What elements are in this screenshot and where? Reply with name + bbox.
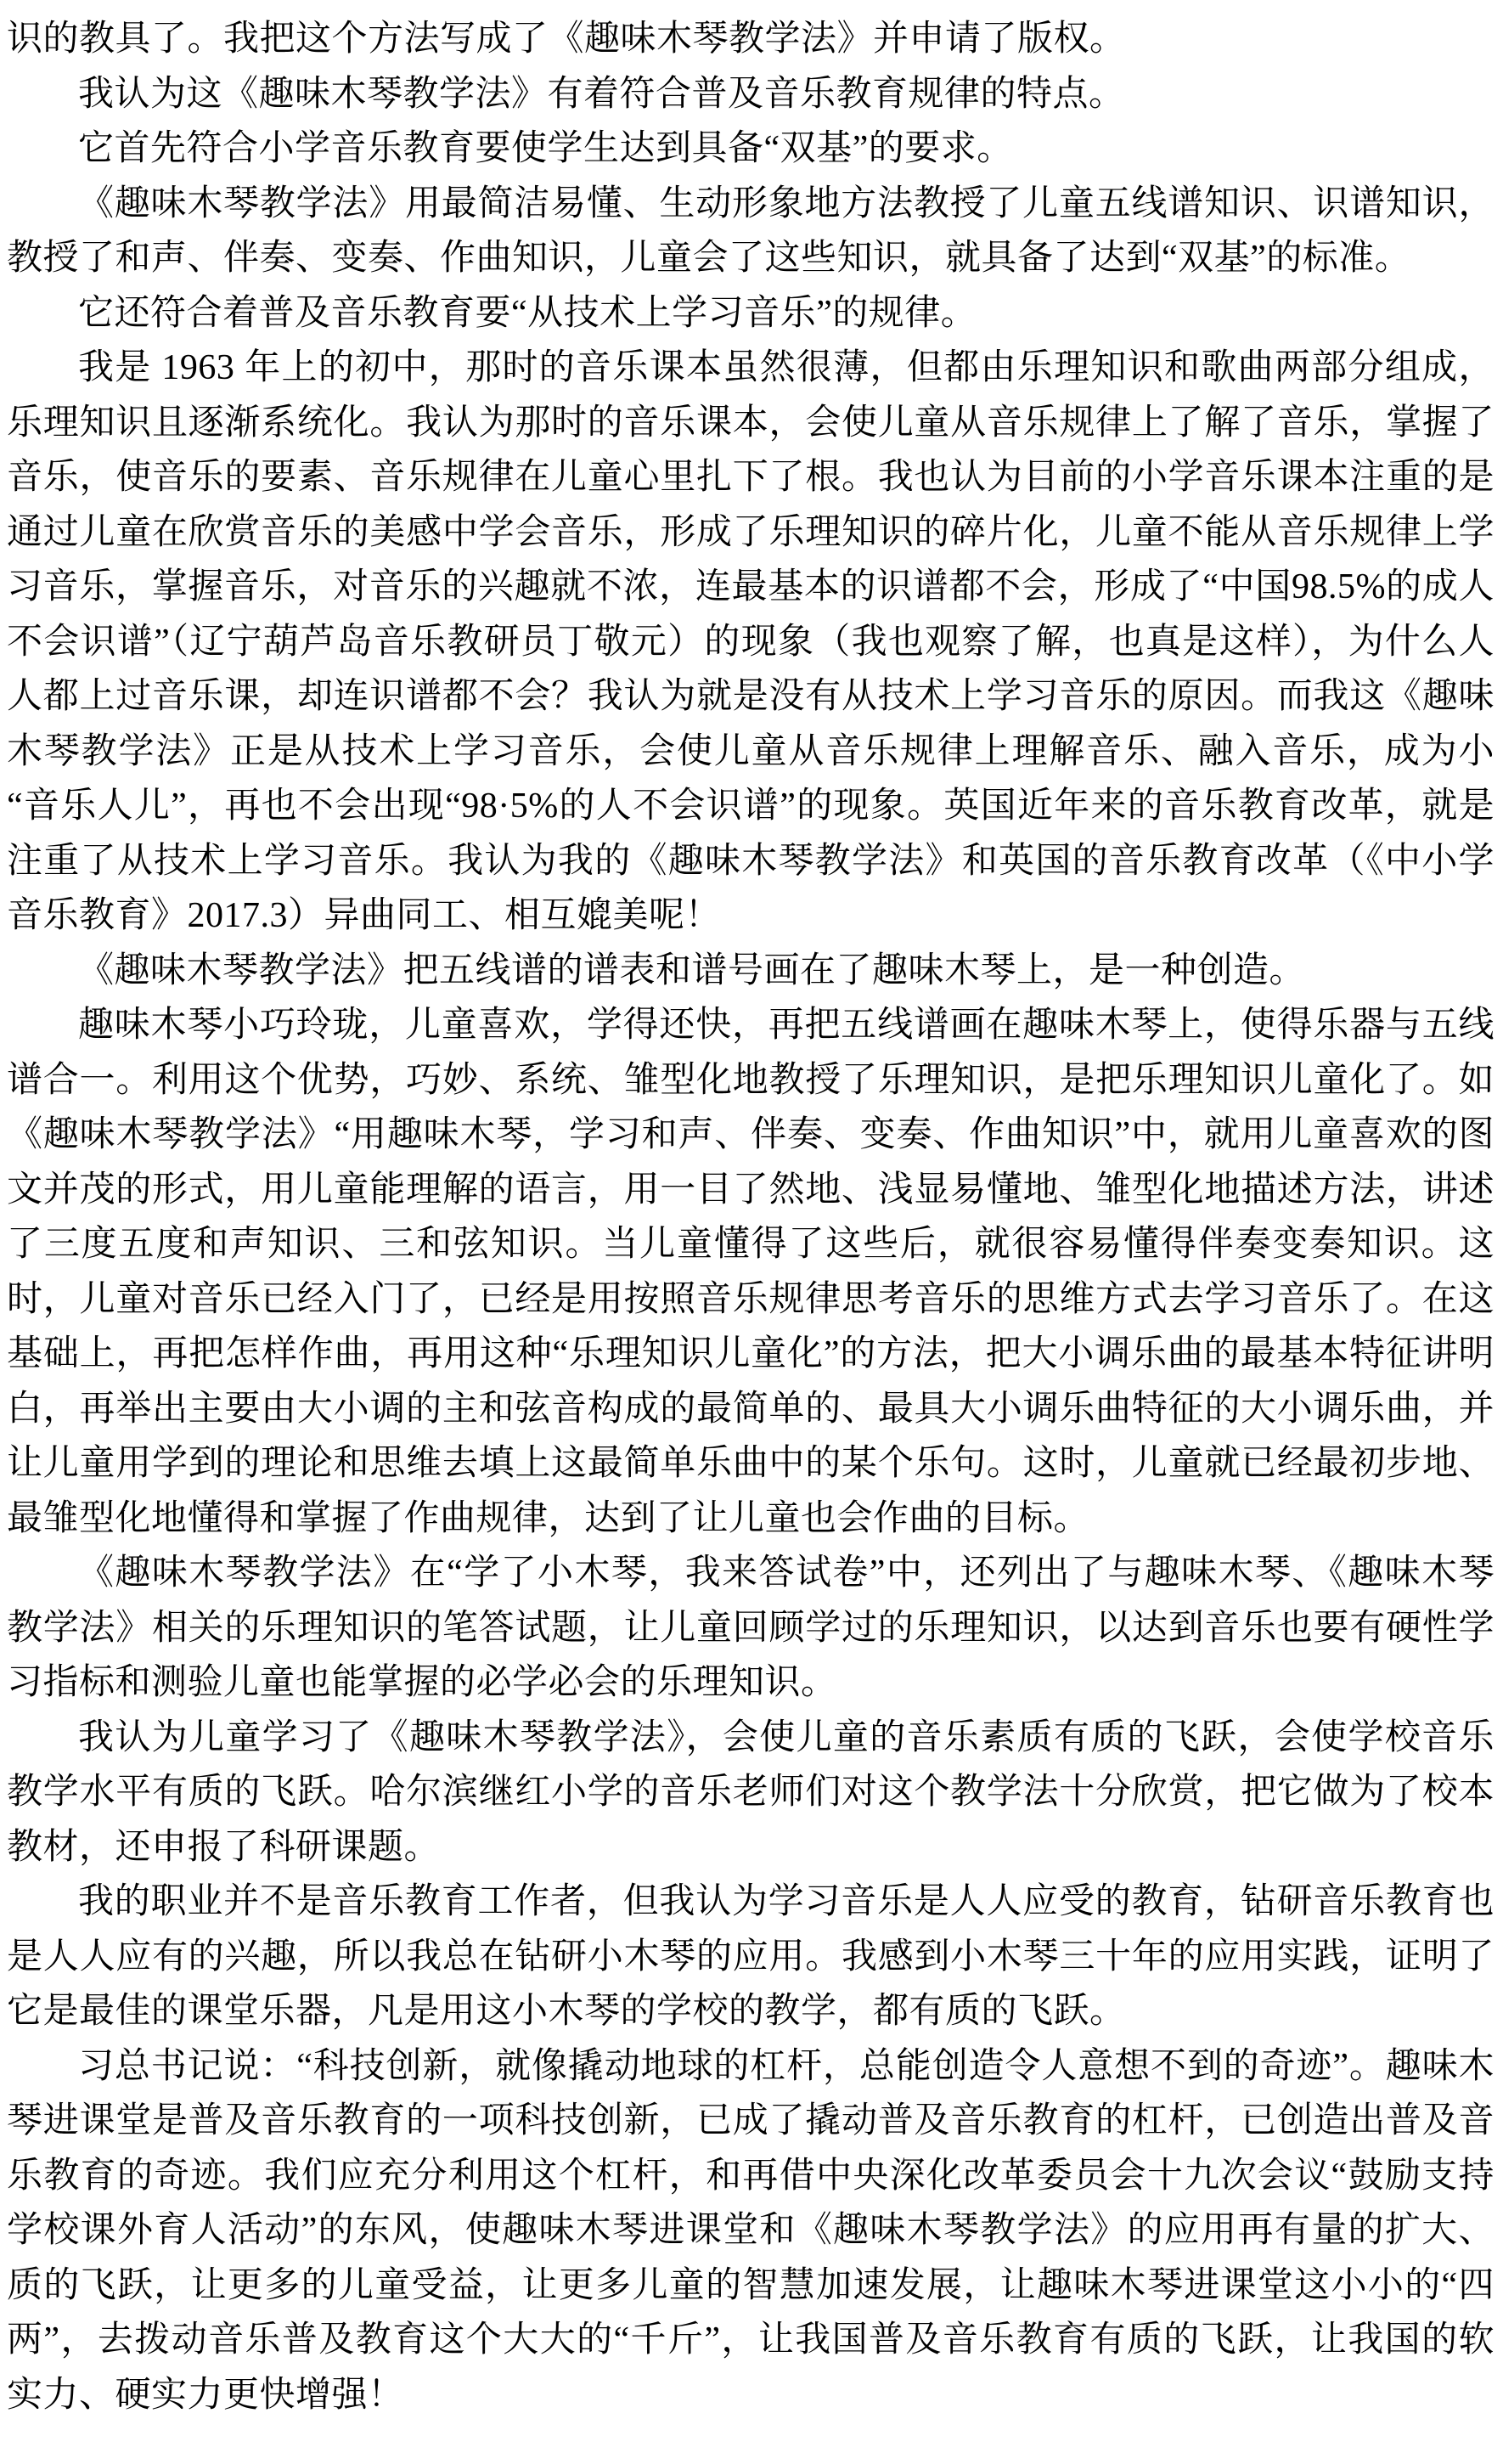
paragraph: 趣味木琴小巧玲珑，儿童喜欢，学得还快，再把五线谱画在趣味木琴上，使得乐器与五线谱合一。利用这个优势，巧妙、系统、雏型化地教授了乐理知识，是把乐理知识儿童化了。如《趣味木琴教学法》“用趣味木琴，学习和声、伴奏、变奏、作曲知识”中，就用儿童喜欢的图文并茂的形式，用儿童能理解的语言，用一目了然地、浅显易懂地、雏型化地描述方法，讲述了三度五度和声知识、三和弦知识。当儿童懂得了这些后，就很容易懂得伴奏变奏知识。这时，儿童对音乐已经入门了，已经是用按照音乐规律思考音乐的思维方式去学习音乐了。在这基础上，再把怎样作曲，再用这种“乐理知识儿童化”的方法，把大小调乐曲的最基本特征讲明白，再举出主要由大小调的主和弦音构成的最简单的、最具大小调乐曲特征的大小调乐曲，并让儿童用学到的理论和思维去填上这最简单乐曲中的某个乐句。这时，儿童就已经最初步地、最雏型化地懂得和掌握了作曲规律，达到了让儿童也会作曲的目标。 [7, 1006, 1495, 1538]
paragraph: 《趣味木琴教学法》用最简洁易懂、生动形象地方法教授了儿童五线谱知识、识谱知识，教授了和声、伴奏、变奏、作曲知识，儿童会了这些知识，就具备了达到“双基”的标准。 [7, 183, 1495, 278]
paragraph: 它还符合着普及音乐教育要“从技术上学习音乐”的规律。 [78, 293, 977, 333]
paragraph: 我认为儿童学习了《趣味木琴教学法》，会使儿童的音乐素质有质的飞跃，会使学校音乐教学水平有质的飞跃。哈尔滨继红小学的音乐老师们对这个教学法十分欣赏，把它做为了校本教材，还申报了科研课题。 [7, 1717, 1495, 1867]
paragraph: 《趣味木琴教学法》在“学了小木琴，我来答试卷”中，还列出了与趣味木琴、《趣味木琴教学法》相关的乐理知识的笔答试题，让儿童回顾学过的乐理知识，以达到音乐也要有硬性学习指标和测验儿童也能掌握的必学必会的乐理知识。 [7, 1553, 1495, 1702]
paragraph: 《趣味木琴教学法》把五线谱的谱表和谱号画在了趣味木琴上，是一种创造。 [78, 950, 1306, 990]
paragraph: 它首先符合小学音乐教育要使学生达到具备“双基”的要求。 [78, 129, 1013, 168]
paragraph: 习总书记说：“科技创新，就像撬动地球的杠杆，总能创造令人意想不到的奇迹”。趣味木琴进课堂是普及音乐教育的一项科技创新，已成了撬动普及音乐教育的杠杆，已创造出普及音乐教育的奇迹。我们应充分利用这个杠杆，和再借中央深化改革委员会十九次会议“鼓励支持学校课外育人活动”的东风，使趣味木琴进课堂和《趣味木琴教学法》的应用再有量的扩大、质的飞跃，让更多的儿童受益，让更多儿童的智慧加速发展，让趣味木琴进课堂这小小的“四两”，去拨动音乐普及教育这个大大的“千斤”，让我国普及音乐教育有质的飞跃，让我国的软实力、硬实力更快增强！ [7, 2046, 1495, 2415]
paragraph: 我的职业并不是音乐教育工作者，但我认为学习音乐是人人应受的教育，钻研音乐教育也是人人应有的兴趣，所以我总在钻研小木琴的应用。我感到小木琴三十年的应用实践，证明了它是最佳的课堂乐器，凡是用这小木琴的学校的教学，都有质的飞跃。 [7, 1882, 1495, 2031]
paragraph: 我认为这《趣味木琴教学法》有着符合普及音乐教育规律的特点。 [78, 74, 1125, 114]
paragraph: 我是 1963 年上的初中，那时的音乐课本虽然很薄，但都由乐理知识和歌曲两部分组成，乐理知识且逐渐系统化。我认为那时的音乐课本，会使儿童从音乐规律上了解了音乐，掌握了音乐，使音乐的要素、音乐规律在儿童心里扎下了根。我也认为目前的小学音乐课本注重的是通过儿童在欣赏音乐的美感中学会音乐，形成了乐理知识的碎片化，儿童不能从音乐规律上学习音乐，掌握音乐，对音乐的兴趣就不浓，连最基本的识谱都不会，形成了“中国98.5%的成人不会识谱”（辽宁葫芦岛音乐教研员丁敬元）的现象（我也观察了解，也真是这样），为什么人人都上过音乐课，却连识谱都不会？我认为就是没有从技术上学习音乐的原因。而我这《趣味木琴教学法》正是从技术上学习音乐，会使儿童从音乐规律上理解音乐、融入音乐，成为小“音乐人儿”，再也不会出现“98·5%的人不会识谱”的现象。英国近年来的音乐教育改革，就是注重了从技术上学习音乐。我认为我的《趣味木琴教学法》和英国的音乐教育改革（《中小学音乐教育》2017.3）异曲同工、相互媲美呢！ [7, 348, 1495, 935]
paragraph: 识的教具了。我把这个方法写成了《趣味木琴教学法》并申请了版权。 [7, 20, 1126, 59]
